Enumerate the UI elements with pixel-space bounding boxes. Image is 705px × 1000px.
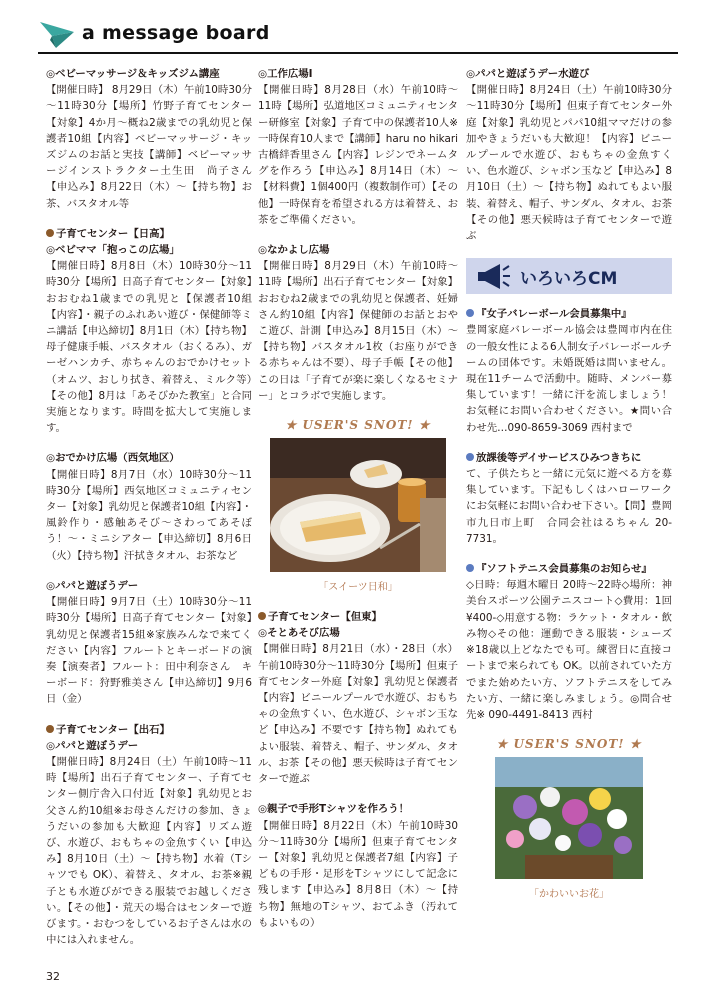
cm-banner: [466, 258, 672, 294]
notice-title: ◎そとあそび広場: [258, 627, 340, 640]
column-2: [258, 66, 458, 945]
page-number: 32: [46, 970, 60, 983]
bullet-dot-icon: [258, 612, 266, 620]
column-1: [46, 66, 252, 962]
megaphone-icon: [472, 261, 512, 291]
notice-item: [46, 450, 252, 563]
photo-caption: 「スイーツ日和」: [318, 582, 398, 594]
section-header: 子育てセンター【日高】: [46, 226, 252, 242]
notice-item: [258, 801, 458, 931]
notice-title: ◎パパと遊ぼうデー水遊び: [466, 68, 590, 80]
section-header: 子育てセンター【出石】: [46, 722, 252, 738]
column-3: [466, 66, 672, 900]
cm-item: [466, 561, 672, 723]
notice-title: ◎パパと遊ぼうデー: [46, 579, 139, 592]
notice-body: 【開催日時】8月8日（木）10時30分～11時30分【場所】日高子育てセンター【対象】おおむね1歳までの乳児と【保護者10組【内容】・親子のふれあい遊び・保健師等ミニ講話【申込締切】8月1日（木）【持ち物】母子健康手帳、バスタオル（おくるみ）、ガーゼハンカチ、赤ちゃんのおでかけセット（オムツ、おしり拭き、着替え、ミルク等）【その他】8月は「あそびかた教室」と合同実施となります。時間を拡大して実施します。: [46, 260, 252, 435]
user-photo-block: [258, 418, 458, 593]
notice-title: ◎ベビママ「抱っこの広場」: [46, 244, 180, 257]
notice-item: [46, 226, 252, 437]
notice-item: [258, 242, 458, 404]
header-title: a message board: [82, 22, 270, 44]
notice-body: 【開催日時】9月7日（土）10時30分～11時30分【場所】日高子育てセンター【対象】乳幼児と保護者15組※家族みんなで来てください【内容】フルートとキーボードの演奏【演奏者】フルート：田中利奈さん キーボード：狩野雅美さん【申込締切】9月6日（金）: [46, 596, 252, 706]
header-rule: [38, 52, 678, 54]
notice-title: ◎親子で手形Tシャツを作ろう！: [258, 803, 410, 816]
notice-body: 【開催日時】8月29日（木）午前10時～11時【場所】出石子育てセンター【対象】おおむね2歳までの乳幼児と保護者、妊婦さん約10組【内容】保健師のお話とおやこ遊び、計測【申込み】8月15日（木）～【持ち物】バスタオル1枚（お座りができる赤ちゃんは不要）、母子手帳【その他】この日は「子育てが楽に楽しくなるセミナー」とコラボで実施します。: [258, 260, 458, 402]
notice-body: 【開催日時】8月22日（木）午前10時30分～11時30分【場所】但東子育てセンター【対象】乳幼児と保護者7組【内容】子どもの手形・足形をTシャツにして記念に残します【申込み】8月8日（木）～【持ち物】無地のTシャツ、おてふき（汚れてもよいもの）: [258, 819, 458, 929]
notice-title: ◎おでかけ広場（西気地区）: [46, 452, 180, 465]
notice-title: ◎ベビーマッサージ＆キッズジム講座: [46, 68, 220, 80]
cm-title: いろいろCM: [520, 269, 618, 290]
cm-item: [466, 450, 672, 547]
photo-caption: 「かわいいお花」: [529, 889, 609, 901]
notice-title: ◎工作広場Ⅰ: [258, 68, 313, 80]
notice-body: 【開催日時】8月21日（水）・28日（水）午前10時30分～11時30分【場所】但東子育てセンター外庭【対象】乳幼児と保護者【内容】ビニールプールで水遊び、おもちゃの金魚すくい、色水遊び、シャボン玉など【申込み】不要です【持ち物】ぬれてもよい服装、着替え、帽子、サンダル、タオル、お茶【その他】悪天候時は子育てセンターで遊ぶ: [258, 643, 458, 786]
cm-item-body: ◇日時：毎週木曜日 20時～22時◇場所：神美台スポーツ公園テニスコート◇費用：1回¥400-◇用意する物：ラケット・タオル・飲み物◇その他：運動できる服装・シューズ※18歳以上どなたでも可。練習日に直接コートまで来られても OK。以前されていた方でまた始めたい方、ソフトテニスをしてみたい方、一緒に楽しみましょう。◎問合せ先※ 090-4491-8413 西村: [466, 579, 672, 721]
bullet-dot-icon: [466, 309, 474, 317]
notice-title: ◎パパと遊ぼうデー: [46, 739, 139, 752]
cm-item-title: 放課後等デイサービスひみつきちに: [466, 450, 672, 466]
cm-item-body: て、子供たちと一緒に元気に遊べる方を募集しています。下記もしくはハローワークにお気軽にお問い合わせ下さい。【問】豊岡市九日市上町 合同会社はるちゃん 20-7731。: [466, 468, 672, 545]
notice-title: ◎なかよし広場: [258, 244, 330, 257]
section-header: 子育てセンター【但東】: [258, 609, 458, 625]
notice-item: [258, 66, 458, 228]
flower-basket-photo: [495, 757, 643, 879]
paper-plane-icon: [38, 18, 76, 52]
notice-item: [46, 722, 252, 949]
notice-body: 【開催日時】8月24日（土）午前10時～11時【場所】出石子育てセンター、子育てセンター側庁舎入口付近【対象】乳幼児とお父さん約10組※お母さんだけの参加、きょうだいの参加も大歓迎【内容】リズム遊び、水遊び、おもちゃの金魚すくい【申込み】8月10日（土）～【持ち物】水着（Tシャツでも OK）、着替え、タオル、お茶※親子とも水遊びができる服装でお越しください。【その他】・荒天の場合はセンターで遊びます。・おむつをしているお子さんは水の中には入れません。: [46, 755, 252, 947]
bullet-dot-icon: [46, 725, 54, 733]
notice-body: 【開催日時】8月28日（水）午前10時～11時【場所】弘道地区コミュニティセンター研修室【対象】子育て中の保護者10人※一時保育10人まで【講師】haru no hikari 古橋絆香里さん【内容】レジンでネームタグを作ろう【申込み】8月14日（木）～【材料費】1個400円（複数制作可）【その他】一時保育を希望される方は着替え、お茶をご準備ください。: [258, 84, 458, 226]
notice-body: 【開催日時】8月7日（水）10時30分～11時30分【場所】西気地区コミュニティセンター【対象】乳幼児と保護者10組【内容】・風鈴作り・感触あそび～さわってあそぼう！～・ミニシアター【申込締切】8月6日（火）【持ち物】汗拭きタオル、お茶など: [46, 468, 252, 562]
cheesecake-photo: [270, 438, 446, 572]
bullet-dot-icon: [46, 229, 54, 237]
page-header: [38, 18, 678, 52]
notice-item: [466, 66, 672, 244]
notice-item: [46, 578, 252, 708]
notice-body: 【開催日時】8月24日（土）午前10時30分～11時30分【場所】但東子育てセンター外庭【対象】乳幼児とパパ10組ママだけの参加やきょうだいも大歓迎！【内容】ビニールプールで水遊び、おもちゃの金魚すくい、色水遊び、シャボン玉など【申込み】8月10日（土）～【持ち物】ぬれてもよい服装、着替え、帽子、サンダル、タオル、お茶【その他】悪天候時は子育てセンターで遊ぶ: [466, 84, 672, 243]
user-photo-block: [466, 737, 672, 900]
notice-item: [46, 66, 252, 212]
photo-header: ★ USER'S SNOT! ★: [285, 418, 431, 433]
cm-item: [466, 306, 672, 436]
bullet-dot-icon: [466, 453, 474, 461]
cm-item-title: 『ソフトテニス会員募集のお知らせ』: [466, 561, 672, 577]
cm-item-body: 豊岡家庭バレーボール協会は豊岡市内在住の一般女性による6人制女子バレーボールチームの団体です。未婚既婚は問いません。現在11チームで活動中。随時、メンバー募集しています！一緒に汗を流しましょう！お気軽にお問い合わせください。★問い合わせ先…090-8659-3069 西村まで: [466, 324, 672, 434]
cm-item-title: 『女子バレーボール会員募集中』: [466, 306, 672, 322]
bullet-dot-icon: [466, 564, 474, 572]
notice-item: [258, 609, 458, 787]
notice-body: 【開催日時】 8月29日（木）午前10時30分～11時30分【場所】竹野子育てセンター【対象】4か月～概ね2歳までの乳幼児と保護者10組【内容】ベビーマッサージ・キッズジムのお話と実技【講師】ベビーマッサージインストラクター土生田 尚子さん【申込み】8月22日（木）～【持ち物】お茶、バスタオル等: [46, 84, 252, 210]
photo-header: ★ USER'S SNOT! ★: [496, 737, 642, 752]
